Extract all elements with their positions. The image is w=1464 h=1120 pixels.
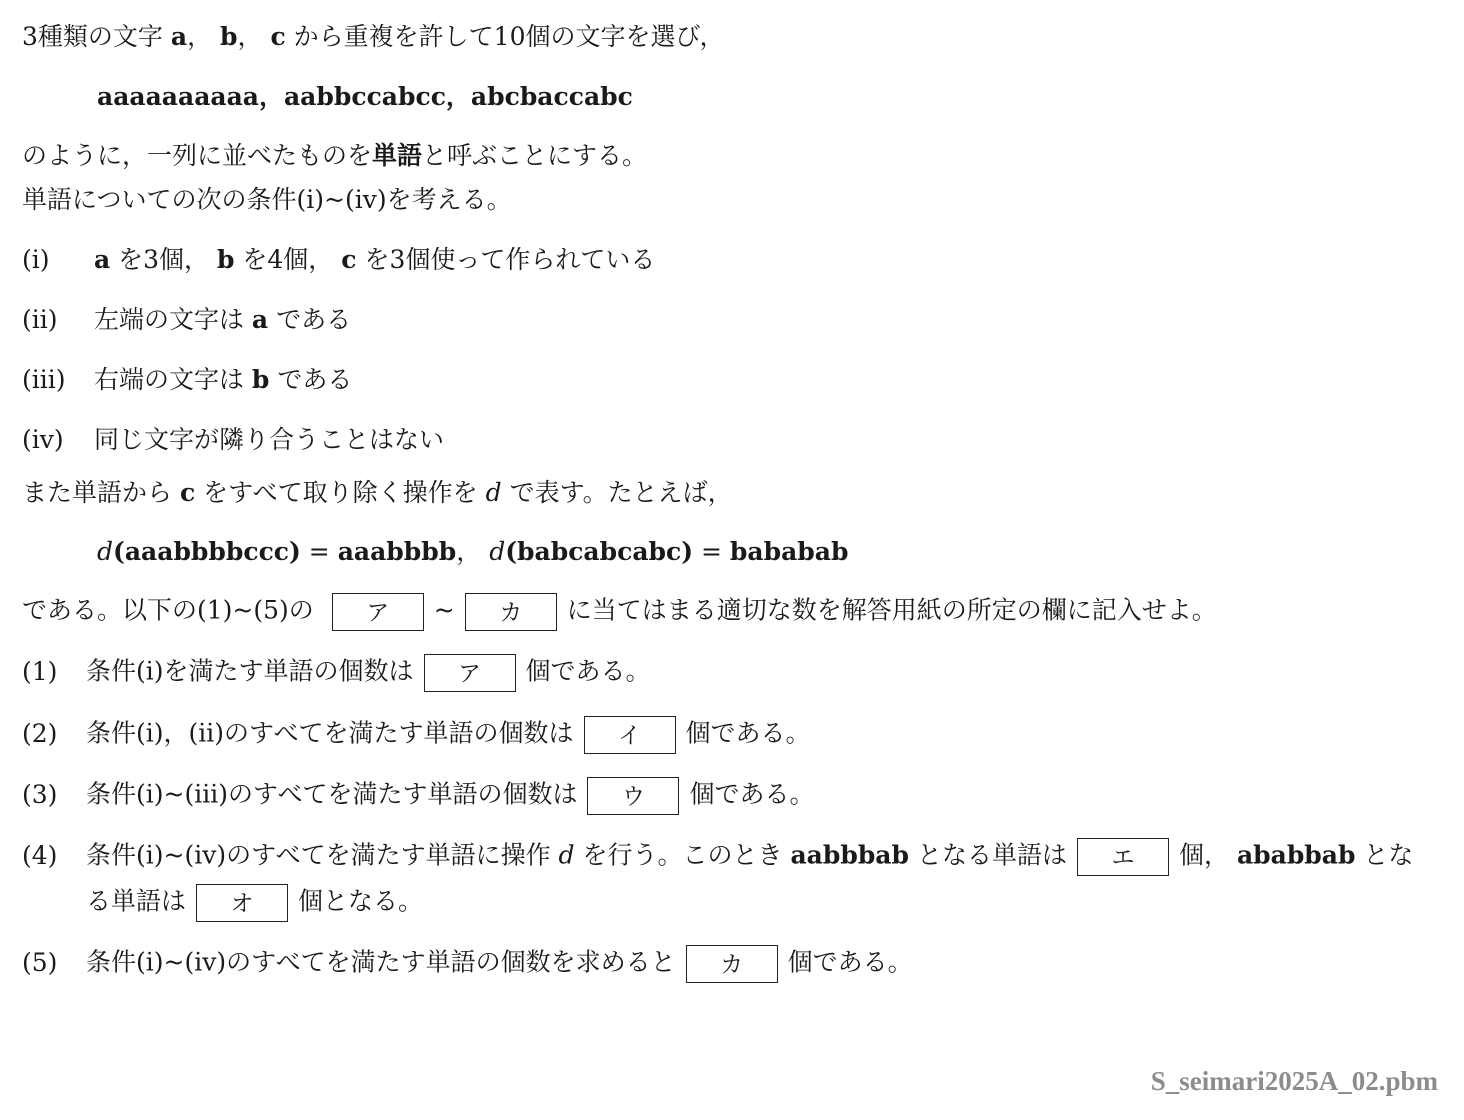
answer-box-a: ア bbox=[424, 654, 516, 692]
separator: ， bbox=[456, 537, 482, 566]
text: から重複を許して10個の文字を選び， bbox=[293, 22, 725, 51]
intro-line-1 bbox=[22, 24, 725, 49]
question-number: (3) bbox=[22, 779, 58, 809]
operation-symbol: d bbox=[485, 478, 502, 507]
operation-line bbox=[22, 480, 733, 505]
text: 個となる。 bbox=[298, 886, 424, 916]
answer-box-ka: カ bbox=[686, 945, 778, 983]
intro-line-4: 単語についての次の条件(ⅰ)~(ⅳ)を考える。 bbox=[22, 185, 512, 214]
example-arg: (aaabbbbccc) bbox=[113, 537, 301, 566]
text: を3個， bbox=[118, 245, 210, 274]
question-2 bbox=[22, 716, 811, 754]
condition-4 bbox=[22, 427, 444, 452]
text: と呼ぶことにする。 bbox=[422, 141, 648, 170]
text: 条件(ⅰ)~(ⅳ)のすべてを満たす単語の個数を求めると bbox=[86, 947, 676, 977]
tilde: ~ bbox=[433, 595, 455, 625]
question-4-line-1 bbox=[22, 838, 1413, 876]
text: 個である。 bbox=[689, 779, 815, 809]
question-number: (4) bbox=[22, 840, 58, 870]
text: る単語は bbox=[86, 886, 187, 916]
text: 同じ文字が隣り合うことはない bbox=[93, 425, 444, 454]
letter-a: a bbox=[170, 22, 188, 51]
letter-b: b bbox=[251, 365, 270, 394]
letter-c: c bbox=[341, 245, 357, 274]
condition-label: (ⅳ) bbox=[22, 425, 64, 454]
question-1 bbox=[22, 654, 651, 692]
answer-box-ka: カ bbox=[465, 593, 557, 631]
target-word-1: aabbbab bbox=[790, 840, 909, 870]
text: とな bbox=[1363, 840, 1414, 870]
condition-label: (ⅱ) bbox=[22, 305, 58, 334]
answer-box-o: オ bbox=[196, 884, 288, 922]
text: である bbox=[277, 365, 353, 394]
condition-label: (ⅰ) bbox=[22, 245, 50, 274]
operation-symbol: d bbox=[97, 537, 114, 566]
text: 条件(ⅰ)~(ⅲ)のすべてを満たす単語の個数は bbox=[86, 779, 578, 809]
condition-2 bbox=[22, 307, 351, 332]
term-word: 単語 bbox=[372, 141, 423, 170]
operation-symbol: d bbox=[558, 840, 575, 870]
text: をすべて取り除く操作を bbox=[203, 478, 478, 507]
separator: ， bbox=[187, 22, 213, 51]
text: 個， bbox=[1178, 840, 1229, 870]
question-4-line-2 bbox=[86, 884, 423, 922]
equals: = bbox=[300, 537, 338, 566]
example-result: bababab bbox=[729, 537, 849, 566]
equals: = bbox=[693, 537, 730, 566]
text: 条件(ⅰ)を満たす単語の個数は bbox=[86, 656, 414, 686]
operation-symbol: d bbox=[489, 537, 506, 566]
text: のように，一列に並べたものを bbox=[22, 141, 373, 170]
text: に当てはまる適切な数を解答用紙の所定の欄に記入せよ。 bbox=[566, 595, 1217, 625]
file-name-label: S_seimari2025A_02.pbm bbox=[1150, 1066, 1438, 1096]
text: 左端の文字は bbox=[93, 305, 244, 334]
target-word-2: ababbab bbox=[1236, 840, 1356, 870]
text: 右端の文字は bbox=[93, 365, 244, 394]
intro-line-3 bbox=[22, 143, 647, 168]
answer-box-i: イ bbox=[584, 716, 676, 754]
condition-1 bbox=[22, 247, 655, 272]
example-result: aaabbbb bbox=[337, 537, 457, 566]
letter-a: a bbox=[93, 245, 111, 274]
question-5 bbox=[22, 945, 913, 983]
text: を4個， bbox=[242, 245, 334, 274]
answer-box-u: ウ bbox=[587, 777, 679, 815]
letter-b: b bbox=[220, 22, 238, 51]
text: である bbox=[276, 305, 352, 334]
letter-a: a bbox=[251, 305, 269, 334]
letter-b: b bbox=[216, 245, 235, 274]
text: 条件(ⅰ)~(ⅳ)のすべてを満たす単語に操作 bbox=[86, 840, 551, 870]
text: 条件(ⅰ)，(ⅱ)のすべてを満たす単語の個数は bbox=[86, 718, 574, 748]
text: 3種類の文字 bbox=[22, 22, 163, 51]
text: を3個使って作られている bbox=[364, 245, 656, 274]
question-number: (1) bbox=[22, 656, 58, 686]
text: を行う。このとき bbox=[582, 840, 783, 870]
condition-3 bbox=[22, 367, 352, 392]
separator: ， bbox=[237, 22, 263, 51]
example-arg: (babcabcabc) bbox=[505, 537, 694, 566]
question-number: (5) bbox=[22, 947, 58, 977]
example-words: aaaaaaaaaa，aabbccabcc，abcbaccabc bbox=[97, 82, 633, 111]
operation-examples bbox=[97, 539, 848, 564]
instruction-line bbox=[22, 593, 1217, 631]
question-number: (2) bbox=[22, 718, 58, 748]
condition-label: (ⅲ) bbox=[22, 365, 66, 394]
answer-box-a: ア bbox=[332, 593, 424, 631]
text: で表す。たとえば， bbox=[509, 478, 733, 507]
text: 個である。 bbox=[787, 947, 913, 977]
question-3 bbox=[22, 777, 814, 815]
answer-box-e: エ bbox=[1077, 838, 1169, 876]
text: となる単語は bbox=[916, 840, 1067, 870]
letter-c: c bbox=[270, 22, 286, 51]
letter-c: c bbox=[179, 478, 196, 507]
text: 個である。 bbox=[685, 718, 811, 748]
text: また単語から bbox=[22, 478, 173, 507]
text: 個である。 bbox=[525, 656, 651, 686]
text: である。以下の(1)~(5)の bbox=[22, 595, 314, 625]
